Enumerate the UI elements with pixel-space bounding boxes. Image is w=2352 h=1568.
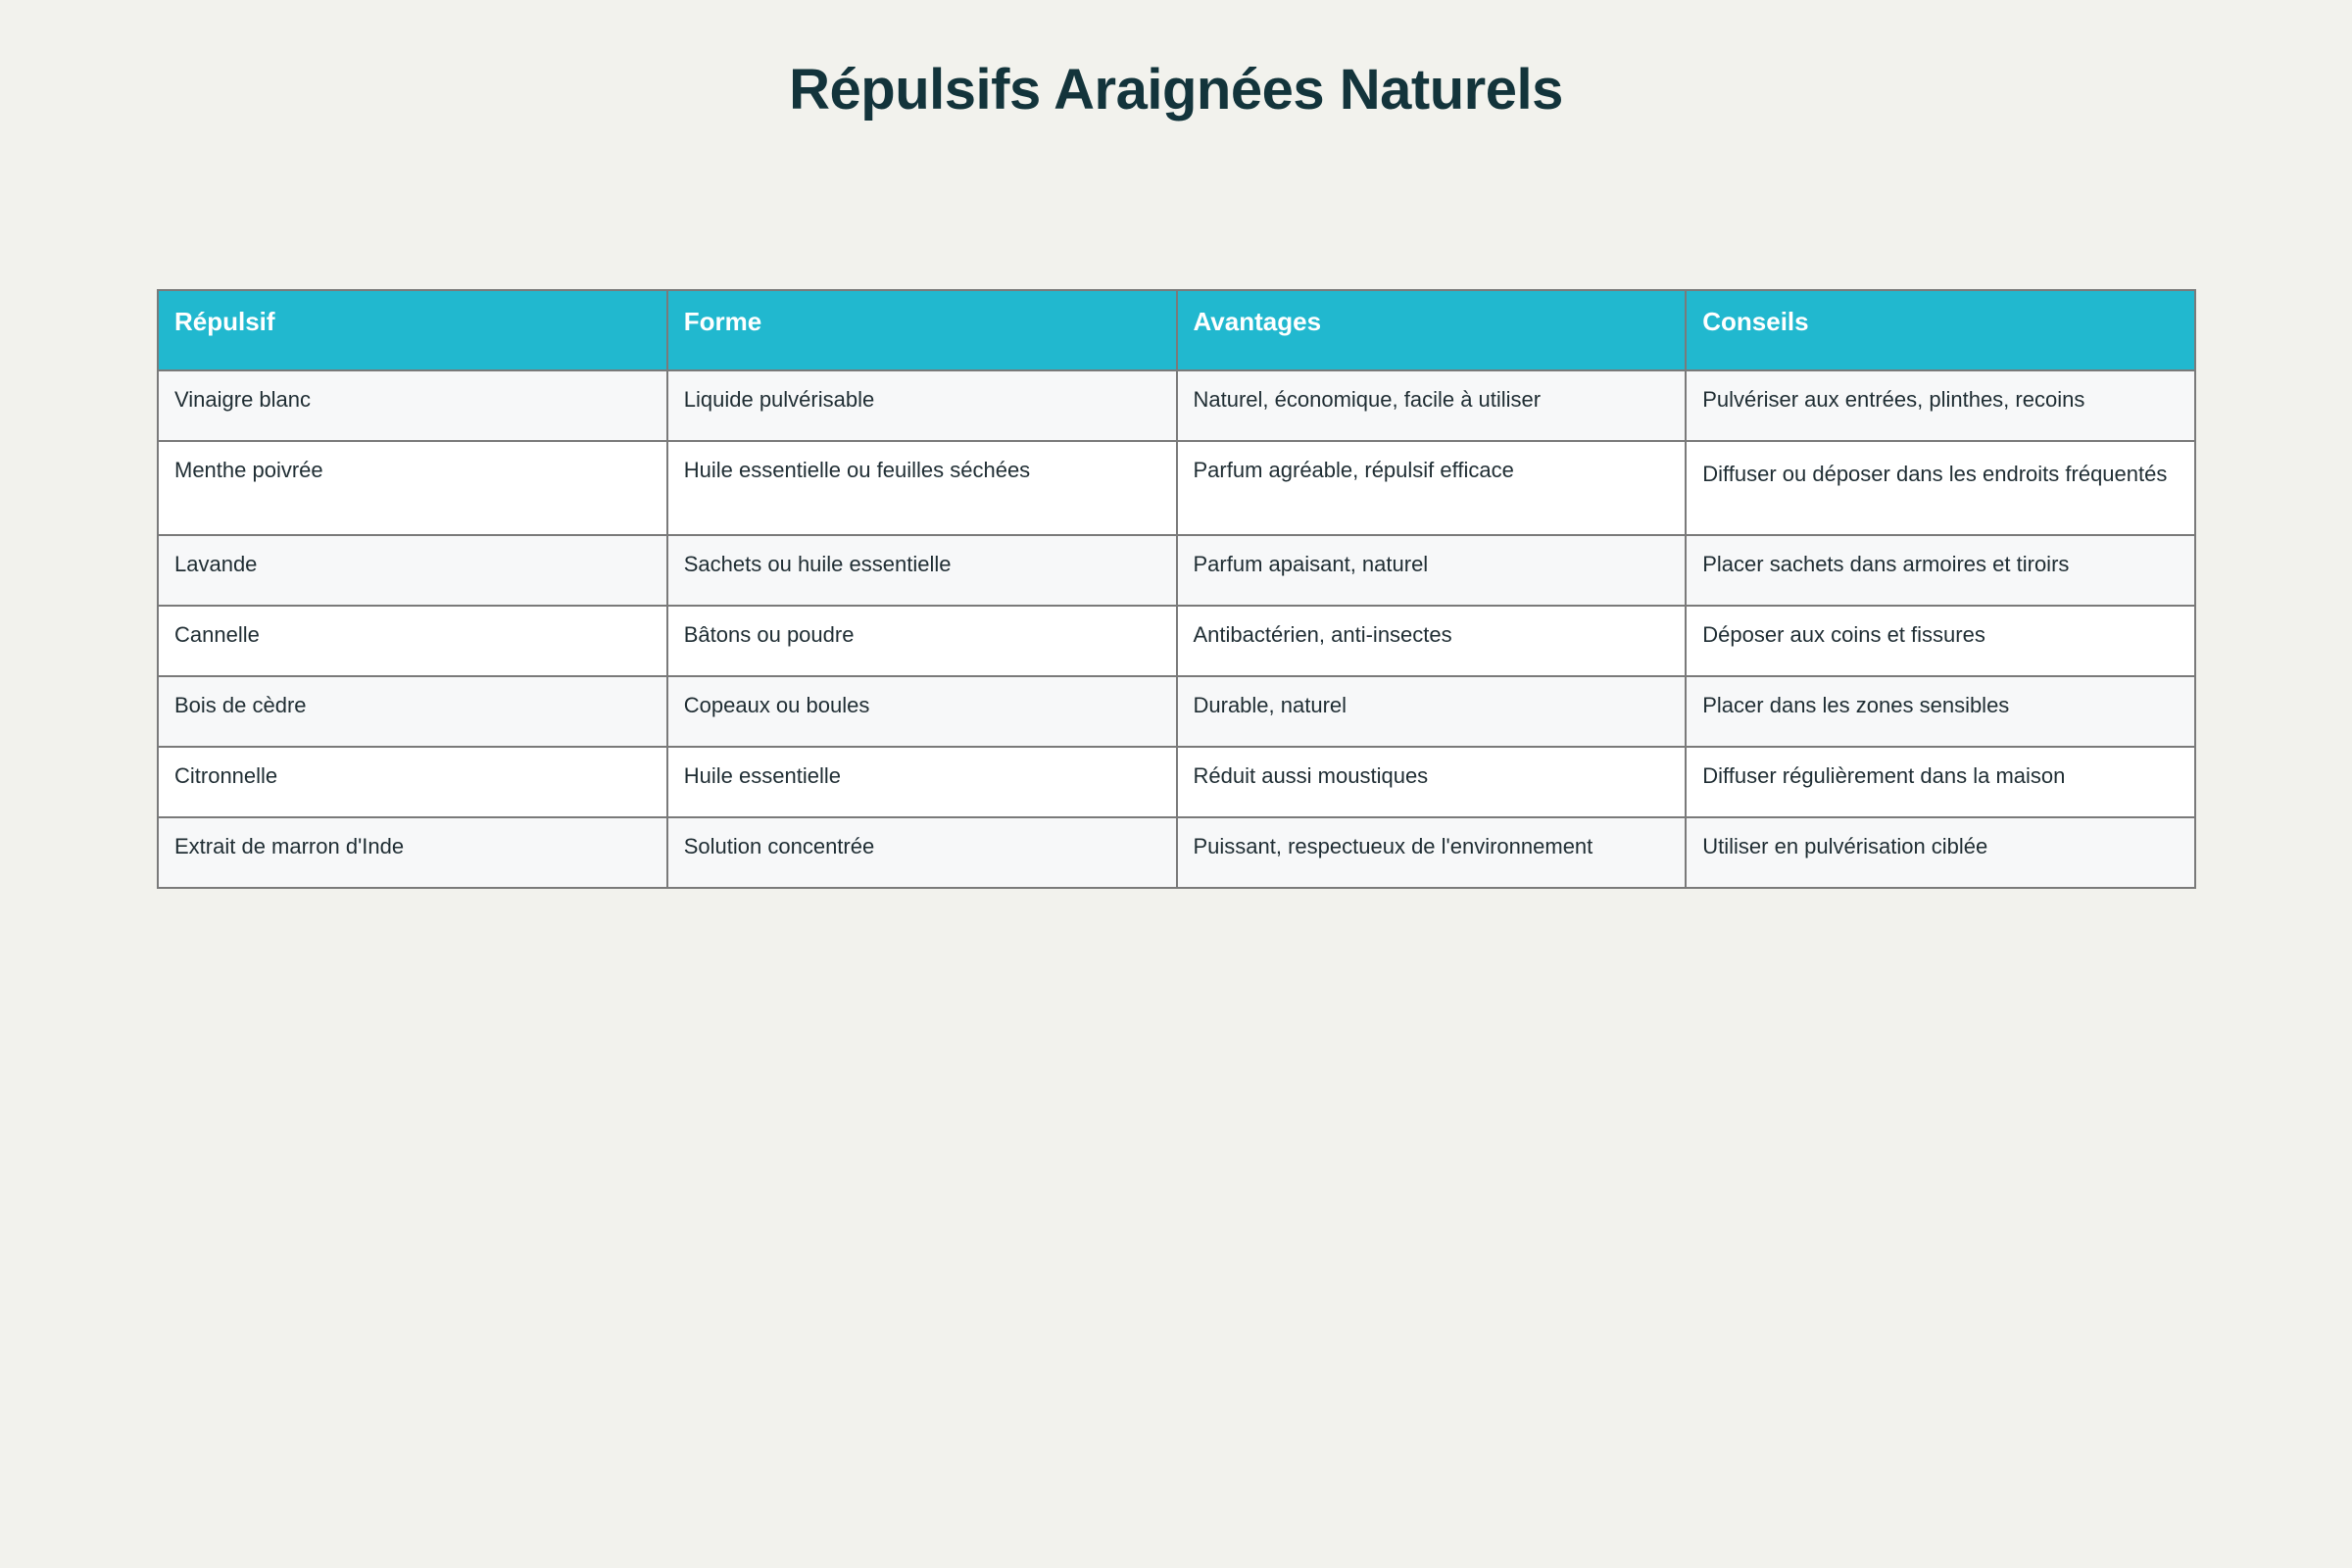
table-cell: Huile essentielle [667,747,1177,817]
table-cell: Copeaux ou boules [667,676,1177,747]
table-cell: Réduit aussi moustiques [1177,747,1687,817]
table-cell: Bois de cèdre [158,676,667,747]
table-row [158,606,2195,676]
table-row [158,370,2195,441]
column-header: Avantages [1177,290,1687,370]
table-cell: Parfum apaisant, naturel [1177,535,1687,606]
column-header: Forme [667,290,1177,370]
table-cell: Placer dans les zones sensibles [1686,676,2195,747]
table-cell: Diffuser régulièrement dans la maison [1686,747,2195,817]
table-row [158,676,2195,747]
table-cell: Antibactérien, anti-insectes [1177,606,1687,676]
table-cell: Menthe poivrée [158,441,667,535]
column-header: Répulsif [158,290,667,370]
column-header: Conseils [1686,290,2195,370]
table-row [158,535,2195,606]
page-title: Répulsifs Araignées Naturels [789,58,1563,122]
table-cell: Cannelle [158,606,667,676]
repellents-table [157,289,2196,889]
table-cell: Citronnelle [158,747,667,817]
table-cell: Solution concentrée [667,817,1177,888]
table-cell: Naturel, économique, facile à utiliser [1177,370,1687,441]
table-row [158,817,2195,888]
table-cell: Huile essentielle ou feuilles séchées [667,441,1177,535]
table-cell: Utiliser en pulvérisation ciblée [1686,817,2195,888]
table-cell: Liquide pulvérisable [667,370,1177,441]
table-cell: Diffuser ou déposer dans les endroits fréquentés [1686,441,2195,535]
table-cell: Placer sachets dans armoires et tiroirs [1686,535,2195,606]
table-cell: Durable, naturel [1177,676,1687,747]
table-cell: Pulvériser aux entrées, plinthes, recoins [1686,370,2195,441]
table-cell: Bâtons ou poudre [667,606,1177,676]
table-cell: Sachets ou huile essentielle [667,535,1177,606]
table-cell: Déposer aux coins et fissures [1686,606,2195,676]
table-cell: Vinaigre blanc [158,370,667,441]
table-cell: Puissant, respectueux de l'environnement [1177,817,1687,888]
table-cell: Extrait de marron d'Inde [158,817,667,888]
table-row [158,441,2195,535]
table-cell: Lavande [158,535,667,606]
table-cell: Parfum agréable, répulsif efficace [1177,441,1687,535]
table-header-row [158,290,2195,370]
table-row [158,747,2195,817]
